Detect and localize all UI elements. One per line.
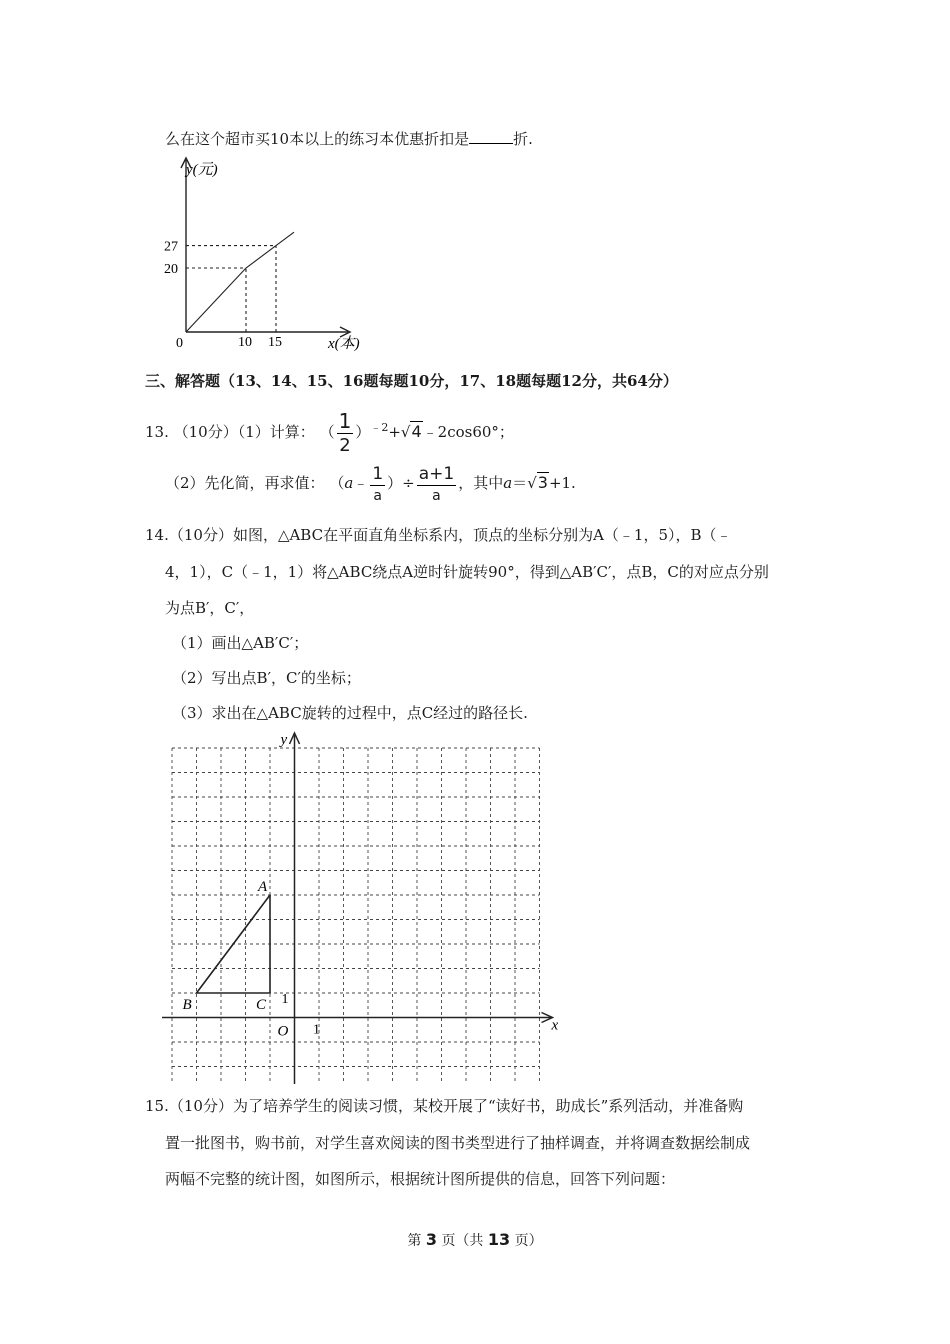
paren-open: （ [319,423,335,441]
x-axis-label: x(本) [328,336,360,352]
q13-part2 [165,463,576,503]
frac-den: a [370,485,385,503]
unit-y-label: 1 [281,992,289,1007]
x-axis-label: x [551,1017,559,1034]
q13-p1-intro: （1）计算： [237,423,315,441]
q12-tail-text: 么在这个超市买10本以上的练习本优惠折扣是 [165,130,470,148]
fraction-a1-over-a [417,463,456,504]
sqrt-4: √4 [400,422,422,441]
q13-label: 13. [145,423,169,441]
q14-line3: 为点B′，C′， [165,599,255,617]
q13-p2-tail: +1. [548,474,576,492]
price-graph [160,152,370,352]
unit-x-label: 1 [313,1022,320,1038]
exponent: ﹣2 [370,421,389,434]
x-tick-15: 15 [268,335,282,350]
frac-num: 1 [372,463,384,484]
minus-sign: ﹣ [353,474,369,492]
q14-sub2: （2）写出点B′，C′的坐标； [172,669,361,687]
coordinate-grid [160,728,560,1084]
y-axis-label: y(元) [186,162,218,178]
footer-post: 页） [514,1233,543,1249]
paren-close: ） [355,423,371,441]
paren-open: （ [329,474,345,492]
page-footer [0,1230,950,1250]
q15-line3: 两幅不完整的统计图，如图所示，根据统计图所提供的信息，回答下列问题： [165,1170,676,1188]
frac-den: a [417,485,456,503]
radicand: 3 [537,473,548,492]
equals-sign: ＝ [512,474,528,492]
q13-p1-rest: ﹣2cos60°； [422,423,514,441]
fraction-1-over-a [370,463,385,504]
q14-sub3: （3）求出在△ABC旋转的过程中，点C经过的路径长. [172,704,528,722]
plus-sign: + [388,423,401,441]
footer-mid: 页（共 [441,1233,484,1249]
sqrt-3: √3 [527,473,548,492]
q14-sub1: （1）画出△AB′C′； [172,634,309,652]
q15-line2: 置一批图书，购书前，对学生喜欢阅读的图书类型进行了抽样调查，并将调查数据绘制成 [165,1134,751,1152]
origin-label: 0 [176,336,183,351]
paren-close-div: ）÷ [387,474,415,492]
q15-line1: 15.（10分）为了培养学生的阅读习惯，某校开展了“读好书，助成长”系列活动，并准备购 [145,1097,744,1115]
q12-tail-line [165,128,533,149]
origin-label: O [277,1023,289,1040]
var-a: a [503,474,513,492]
q13-p2-intro: （2）先化简，再求值： [165,474,325,492]
q13-part1 [145,408,514,456]
frac-num: a+1 [418,463,455,484]
radicand: 4 [411,422,422,441]
q13-score: （10分） [173,423,238,441]
point-b-label: B [182,997,192,1013]
q14-line2: 4，1），C（﹣1，1）将△ABC绕点A逆时针旋转90°，得到△AB′C′，点B，C的对应点分别 [165,563,769,581]
point-c-label: C [256,997,267,1013]
frac-num: 1 [338,409,352,433]
y-tick-27: 27 [164,239,178,255]
total-pages: 13 [487,1230,511,1249]
point-a-label: A [258,879,268,895]
x-tick-10: 10 [238,335,252,350]
footer-pre: 第 [407,1233,422,1249]
y-axis-label: y [280,732,288,748]
q12-tail-suffix: 折. [513,130,533,148]
frac-den: 2 [337,433,354,455]
answer-blank [469,129,513,144]
q14-line1: 14.（10分）如图，△ABC在平面直角坐标系内，顶点的坐标分别为A（﹣1，5），B（﹣ [145,526,732,544]
where-text: ，其中 [458,474,504,492]
page-number: 3 [425,1230,437,1249]
fraction-half [337,411,354,455]
y-tick-20: 20 [164,262,178,277]
var-a: a [344,474,354,492]
section-heading: 三、解答题（13、14、15、16题每题10分，17、18题每题12分，共64分） [145,372,678,390]
cost-line [186,232,294,332]
